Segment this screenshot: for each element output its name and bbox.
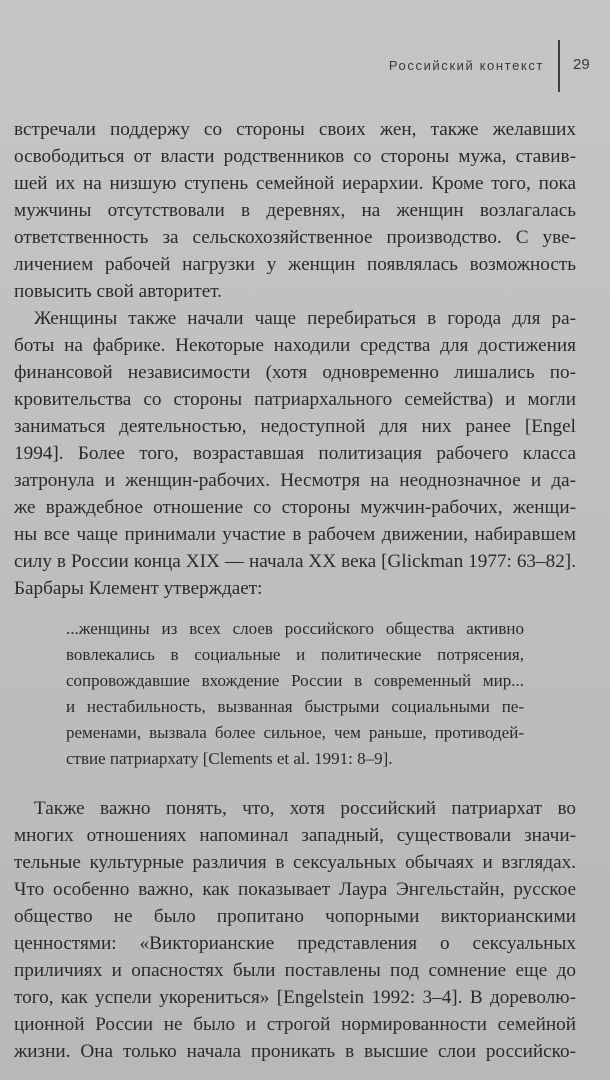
text-line: шей их на низшую ступень семейной иерархии. Кроме того, пока — [14, 173, 576, 194]
text-line: силу в России конца XIX — начала XX века [Glickman 1977: 63–82]. — [14, 551, 576, 572]
text-line: же враждебное отношение со стороны мужчин-рабочих, женщи- — [14, 497, 576, 518]
quote-line: сопровождавшие вхождение России в современный мир... — [66, 671, 524, 690]
text-line: жизни. Она только начала проникать в высшие слои российско- — [14, 1041, 576, 1062]
text-line: Барбары Клемент утверждает: — [14, 578, 263, 599]
quote-line: ...женщины из всех слоев российского общества активно — [66, 619, 524, 638]
running-head — [0, 56, 610, 80]
quote-line: и нестабильность, вызванная быстрыми социальными пе- — [66, 697, 524, 716]
text-line: затронула и женщин-рабочих. Несмотря на неоднозначное и да- — [14, 470, 576, 491]
text-line: 1994]. Более того, возраставшая политизация рабочего класса — [14, 443, 576, 464]
section-title: Российский контекст — [388, 58, 544, 73]
text-line: тельные культурные различия в сексуальных обычаях и взглядах. — [14, 852, 576, 873]
text-line: финансовой независимости (хотя одновременно лишались по- — [14, 362, 576, 383]
text-line: ценностями: «Викторианские представления о сексуальных — [14, 933, 576, 954]
quote-line: ствие патриархату [Clements et al. 1991: 8–9]. — [66, 749, 393, 768]
text-line: многих отношениях напоминал западный, существовали значи- — [14, 825, 576, 846]
text-line: заниматься деятельностью, недоступной для них ранее [Engel — [14, 416, 576, 437]
quote-line: вовлекались в социальные и политические потрясения, — [66, 645, 524, 664]
text-line: Женщины также начали чаще перебираться в города для ра- — [34, 308, 576, 329]
text-line: ны все чаще принимали участие в рабочем движении, набиравшем — [14, 524, 576, 545]
text-line: общество не было пропитано чопорными викторианскими — [14, 906, 576, 927]
text-line: мужчины отсутствовали в деревнях, на женщин возлагалась — [14, 200, 576, 221]
text-line: личением рабочей нагрузки у женщин появлялась возможность — [14, 254, 576, 275]
text-line: повысить свой авторитет. — [14, 281, 222, 302]
text-line: Также важно понять, что, хотя российский патриархат во — [34, 798, 576, 819]
text-line: кровительства со стороны патриархального семейства) и могли — [14, 389, 576, 410]
text-line: боты на фабрике. Некоторые находили средства для достижения — [14, 335, 576, 356]
page-number: 29 — [573, 56, 590, 73]
header-divider — [558, 40, 560, 92]
text-line: Что особенно важно, как показывает Лаура Энгельстайн, русское — [14, 879, 576, 900]
text-line: ответственность за сельскохозяйственное производство. С уве- — [14, 227, 576, 248]
text-line: встречали поддержу со стороны своих жен, также желавших — [14, 119, 576, 140]
text-line: того, как успели укорениться» [Engelstein 1992: 3–4]. В дореволю- — [14, 987, 576, 1008]
text-line: приличиях и опасностях были поставлены под сомнение еще до — [14, 960, 576, 981]
quote-line: ременами, вызвала более сильное, чем раньше, противодей- — [66, 723, 524, 742]
text-line: освободиться от власти родственников со стороны мужа, ставив- — [14, 146, 576, 167]
text-line: ционной России не было и строгой нормированности семейной — [14, 1014, 576, 1035]
